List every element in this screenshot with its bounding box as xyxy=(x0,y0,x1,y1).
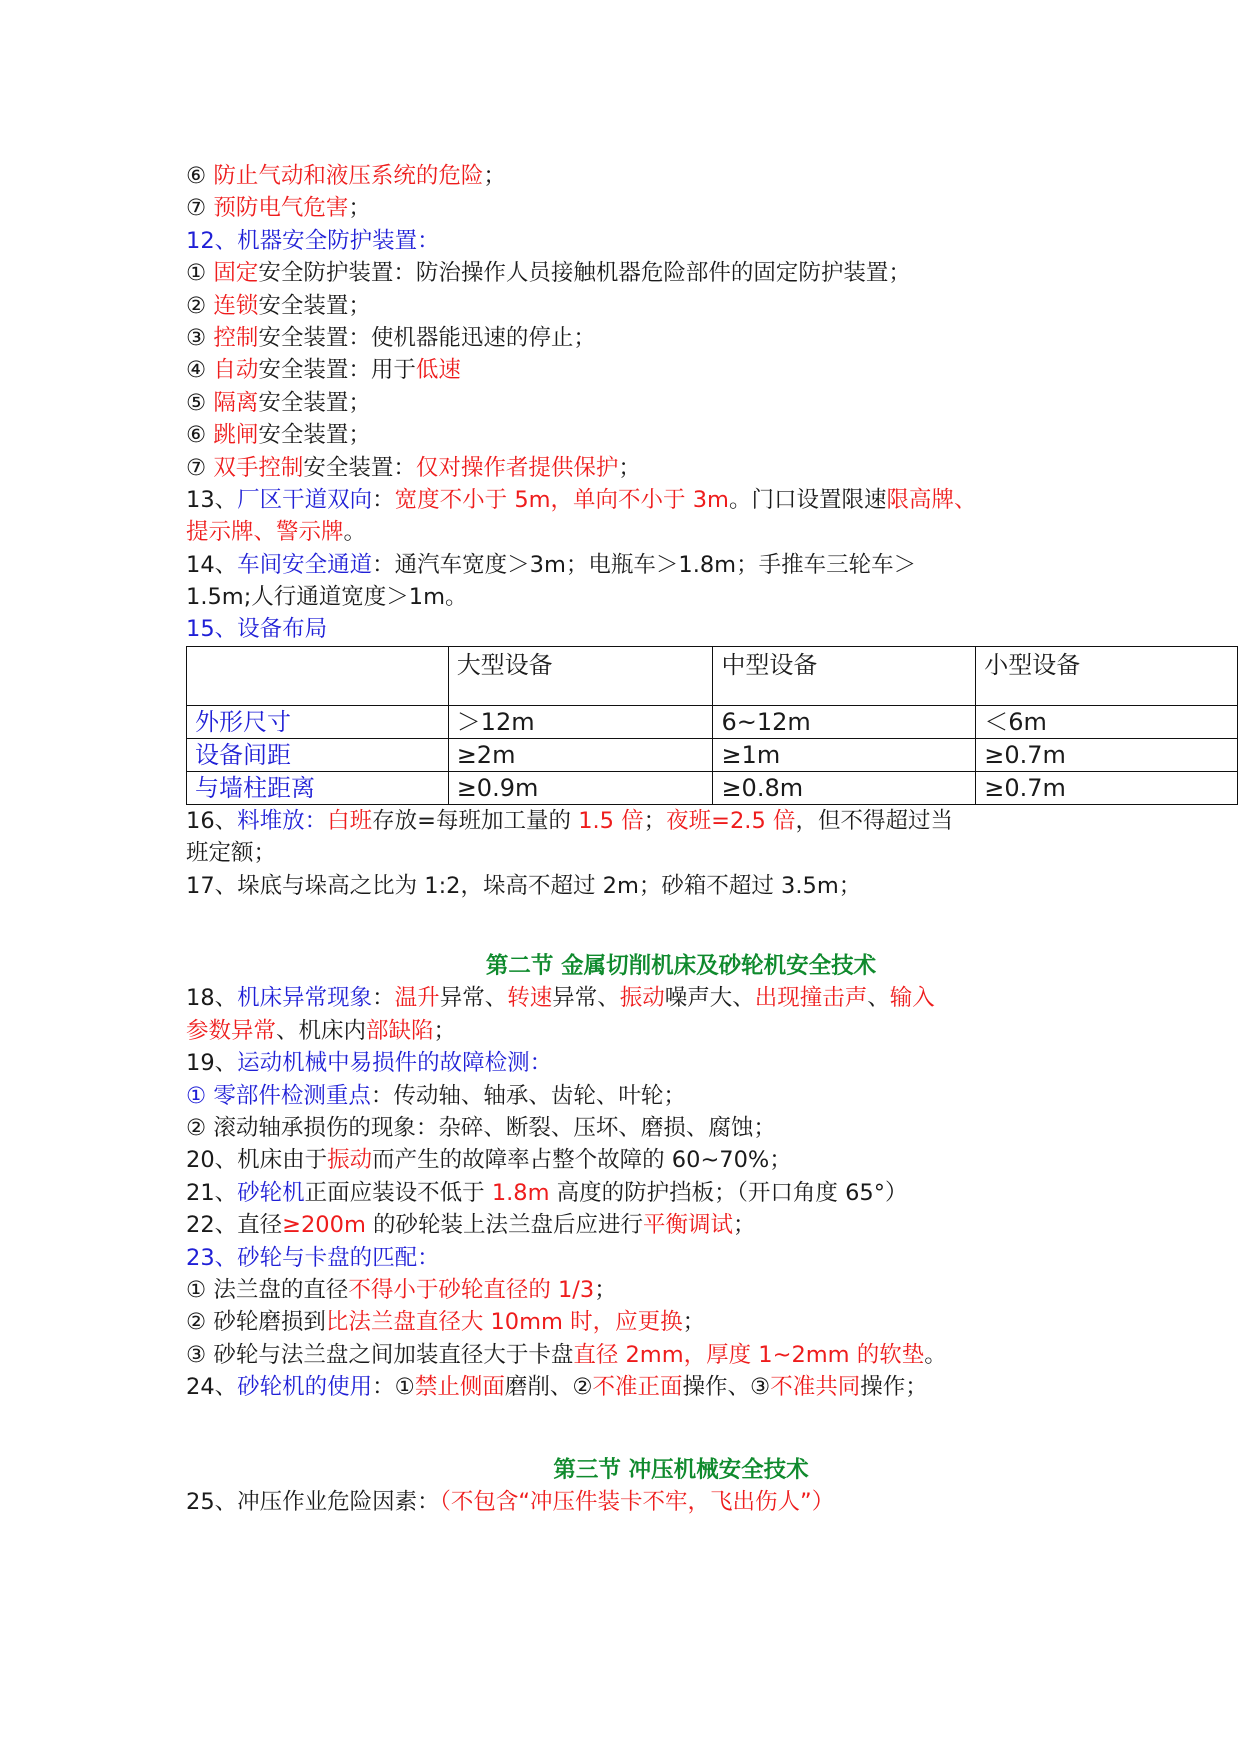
text-segment: 13、 xyxy=(186,486,238,513)
text-segment: ⑤ xyxy=(186,389,214,416)
text-segment: 振动 xyxy=(619,985,665,1012)
text-segment: 的砂轮装上法兰盘后应进行 xyxy=(365,1212,644,1239)
text-segment: 不得小于砂轮直径的 1/3 xyxy=(348,1276,595,1303)
table-cell: 6~12m xyxy=(713,705,976,738)
text-segment: 隔离 xyxy=(213,389,259,416)
text-line xyxy=(186,1486,1236,1518)
text-segment: ； xyxy=(733,1212,756,1239)
text-segment: 、机床内 xyxy=(276,1017,367,1044)
text-segment: 。 xyxy=(924,1341,947,1368)
text-segment: 20、机床由于 xyxy=(186,1147,328,1174)
text-segment: 16、 xyxy=(186,807,238,834)
text-segment: 1.8m xyxy=(491,1179,550,1206)
equipment-layout-table xyxy=(186,646,1238,805)
text-line xyxy=(186,322,1236,354)
text-segment: ：① xyxy=(372,1374,415,1401)
text-block-mid xyxy=(186,805,1236,902)
table-row-label: 与墙柱距离 xyxy=(187,771,449,804)
text-segment: 厂区干道双向 xyxy=(237,486,373,513)
text-segment: ③ 砂轮与法兰盘之间加装直径大于卡盘 xyxy=(186,1341,574,1368)
text-segment: 双手控制 xyxy=(213,454,304,481)
text-segment: 异常、 xyxy=(439,985,508,1012)
text-segment: 安全装置； xyxy=(258,292,371,319)
text-line xyxy=(186,1080,1236,1112)
text-segment: ② 砂轮磨损到 xyxy=(186,1309,326,1336)
text-line xyxy=(186,1371,1236,1403)
text-segment: ： xyxy=(372,985,395,1012)
text-segment: 温升 xyxy=(394,985,440,1012)
text-segment: 出现撞击声 xyxy=(754,985,868,1012)
text-segment: 操作、③ xyxy=(682,1374,771,1401)
text-segment: 平衡调试 xyxy=(643,1212,734,1239)
text-segment: 磨削、② xyxy=(504,1374,593,1401)
document-page xyxy=(186,160,1236,1518)
text-segment: 控制 xyxy=(213,324,259,351)
text-line xyxy=(186,452,1236,484)
text-block-section-3 xyxy=(186,1486,1236,1518)
text-segment: 19、 xyxy=(186,1050,238,1077)
text-segment: 不准共同 xyxy=(770,1374,861,1401)
text-segment: ⑦ xyxy=(186,454,214,481)
text-segment: ：传动轴、轴承、齿轮、叶轮； xyxy=(370,1082,686,1109)
table-row xyxy=(187,705,1238,738)
table-row xyxy=(187,771,1238,804)
text-segment: 高度的防护挡板；（开口角度 65°） xyxy=(549,1179,908,1206)
table-header-cell: 小型设备 xyxy=(976,646,1238,705)
text-line xyxy=(186,982,1236,1014)
text-segment: 防止气动和液压系统的危险 xyxy=(213,163,484,189)
table-header-cell xyxy=(187,646,449,705)
text-segment: 料堆放： xyxy=(237,807,328,834)
text-segment: ≥200m xyxy=(282,1212,366,1239)
table-header-row xyxy=(187,646,1238,705)
text-segment: 不准正面 xyxy=(592,1374,683,1401)
text-segment: 安全装置： xyxy=(303,454,416,481)
text-line xyxy=(186,1112,1236,1144)
text-segment: 存放=每班加工量的 xyxy=(372,807,579,834)
text-segment: 正面应装设不低于 xyxy=(304,1179,492,1206)
text-segment: 振动 xyxy=(327,1147,373,1174)
text-line xyxy=(186,1242,1236,1274)
text-block-top xyxy=(186,160,1236,646)
text-line xyxy=(186,387,1236,419)
text-segment: ③ xyxy=(186,324,214,351)
text-segment: ⑥ xyxy=(186,163,214,189)
text-segment: 异常、 xyxy=(552,985,620,1012)
text-segment: ； xyxy=(682,1309,706,1336)
text-segment: 25、冲压作业危险因素： xyxy=(186,1488,440,1515)
text-line xyxy=(186,1339,1236,1371)
text-line xyxy=(186,1144,1236,1176)
text-segment: （不包含“冲压件装卡不牢，飞出伤人”） xyxy=(439,1488,835,1515)
section-title-3: 第三节 冲压机械安全技术 xyxy=(553,1456,809,1483)
text-line xyxy=(186,160,1236,192)
text-segment: 部缺陷 xyxy=(366,1017,434,1044)
text-segment: ，但不得超过当 xyxy=(795,807,953,834)
text-segment: 15、设备布局 xyxy=(186,616,328,643)
text-line xyxy=(186,225,1236,257)
text-segment: 输入 xyxy=(889,985,935,1012)
text-line xyxy=(186,1306,1236,1338)
text-segment: 提示牌、警示牌 xyxy=(186,519,344,546)
text-segment: 自动 xyxy=(213,357,259,384)
text-segment: 固定 xyxy=(213,260,259,287)
text-segment: 夜班=2.5 倍 xyxy=(666,807,796,834)
text-segment: ； xyxy=(594,1276,617,1303)
text-line xyxy=(186,419,1236,451)
text-segment: 宽度不小于 5m，单向不小于 3m xyxy=(394,486,729,513)
text-segment: 噪声大、 xyxy=(664,985,755,1012)
text-segment: 17、垛底与垛高之比为 1:2，垛高不超过 2m；砂箱不超过 3.5m； xyxy=(186,872,862,899)
text-line xyxy=(186,613,1236,645)
text-segment: ； xyxy=(483,163,506,189)
table-cell: ＜6m xyxy=(976,705,1238,738)
text-line xyxy=(186,837,1236,869)
text-segment: 预防电气危害 xyxy=(213,195,349,222)
text-segment: ① 法兰盘的直径 xyxy=(186,1276,349,1303)
text-segment: 比法兰盘直径大 10mm 时，应更换 xyxy=(325,1309,683,1336)
text-segment: 安全装置； xyxy=(258,422,371,449)
text-segment: ⑥ xyxy=(186,422,214,449)
text-segment: 白班 xyxy=(327,807,373,834)
text-segment: ② xyxy=(186,292,214,319)
text-segment: ⑦ xyxy=(186,195,214,222)
text-segment: ； xyxy=(618,454,641,481)
text-segment: 机床异常现象 xyxy=(237,985,373,1012)
text-segment: 跳闸 xyxy=(213,422,259,449)
text-segment: ② 滚动轴承损伤的现象：杂碎、断裂、压坏、磨损、腐蚀； xyxy=(186,1114,776,1141)
text-segment: 而产生的故障率占整个故障的 60~70%； xyxy=(372,1147,792,1174)
text-segment: 参数异常 xyxy=(186,1017,277,1044)
text-segment: ① 零部件检测重点 xyxy=(186,1082,371,1109)
text-line xyxy=(186,870,1236,902)
table-cell: ＞12m xyxy=(448,705,713,738)
text-segment: 21、 xyxy=(186,1179,238,1206)
text-block-section-2 xyxy=(186,982,1236,1403)
text-segment: 14、 xyxy=(186,551,238,578)
text-segment: 安全装置； xyxy=(258,389,371,416)
text-segment: 班定额； xyxy=(186,840,277,867)
text-line xyxy=(186,484,1236,516)
text-segment: 仅对操作者提供保护 xyxy=(415,454,619,481)
text-segment: 转速 xyxy=(507,985,553,1012)
text-segment: 18、 xyxy=(186,985,238,1012)
text-segment: 低速 xyxy=(415,357,461,384)
text-segment: 、 xyxy=(867,985,890,1012)
table-row-label: 设备间距 xyxy=(187,738,449,771)
text-segment: 连锁 xyxy=(213,292,259,319)
text-line xyxy=(186,1209,1236,1241)
text-line xyxy=(186,257,1236,289)
text-segment: 砂轮机 xyxy=(237,1179,305,1206)
table-cell: ≥2m xyxy=(448,738,713,771)
text-segment: 禁止侧面 xyxy=(414,1374,505,1401)
text-line xyxy=(186,354,1236,386)
text-segment: 1.5m;人行通道宽度＞1m。 xyxy=(186,584,468,611)
text-line xyxy=(186,805,1236,837)
text-line xyxy=(186,549,1236,581)
text-line xyxy=(186,192,1236,224)
text-line xyxy=(186,516,1236,548)
text-segment: ： xyxy=(372,486,395,513)
table-row-label: 外形尺寸 xyxy=(187,705,449,738)
text-segment: ：通汽车宽度＞3m；电瓶车＞1.8m；手推车三轮车＞ xyxy=(372,551,917,578)
text-segment: 。门口设置限速 xyxy=(728,486,887,513)
text-segment: 22、直径 xyxy=(186,1212,283,1239)
text-segment: 。 xyxy=(343,519,367,546)
text-segment: 安全装置：用于 xyxy=(258,357,416,384)
table-row xyxy=(187,738,1238,771)
text-segment: ① xyxy=(186,260,214,287)
text-segment: ④ xyxy=(186,357,214,384)
text-segment: ； xyxy=(348,195,371,222)
text-segment: ； xyxy=(433,1017,457,1044)
section-title-2: 第二节 金属切削机床及砂轮机安全技术 xyxy=(485,953,877,980)
text-line xyxy=(186,290,1236,322)
text-segment: 运动机械中易损件的故障检测： xyxy=(237,1050,553,1077)
text-segment: 安全装置：使机器能迅速的停止； xyxy=(258,324,596,351)
text-line xyxy=(186,1015,1236,1047)
text-segment: 24、 xyxy=(186,1374,238,1401)
text-segment: 12、机器安全防护装置： xyxy=(186,227,440,254)
text-segment: 限高牌、 xyxy=(886,486,977,513)
table-cell: ≥0.7m xyxy=(976,738,1238,771)
table-header-cell: 大型设备 xyxy=(448,646,713,705)
text-segment: 车间安全通道 xyxy=(237,551,373,578)
table-cell: ≥0.8m xyxy=(713,771,976,804)
text-line xyxy=(186,1047,1236,1079)
text-segment: 直径 2mm，厚度 1~2mm 的软垫 xyxy=(573,1341,925,1368)
text-segment: 23、砂轮与卡盘的匹配： xyxy=(186,1244,440,1271)
text-line xyxy=(186,1274,1236,1306)
table-cell: ≥0.7m xyxy=(976,771,1238,804)
text-segment: 操作； xyxy=(860,1374,928,1401)
text-segment: 安全防护装置：防治操作人员接触机器危险部件的固定防护装置； xyxy=(258,260,911,287)
text-segment: 1.5 倍 xyxy=(578,807,644,834)
table-header-cell: 中型设备 xyxy=(713,646,976,705)
text-segment: ； xyxy=(643,807,667,834)
text-line xyxy=(186,1177,1236,1209)
table-cell: ≥1m xyxy=(713,738,976,771)
text-segment: 砂轮机的使用 xyxy=(237,1374,373,1401)
table-cell: ≥0.9m xyxy=(448,771,713,804)
text-line xyxy=(186,581,1236,613)
